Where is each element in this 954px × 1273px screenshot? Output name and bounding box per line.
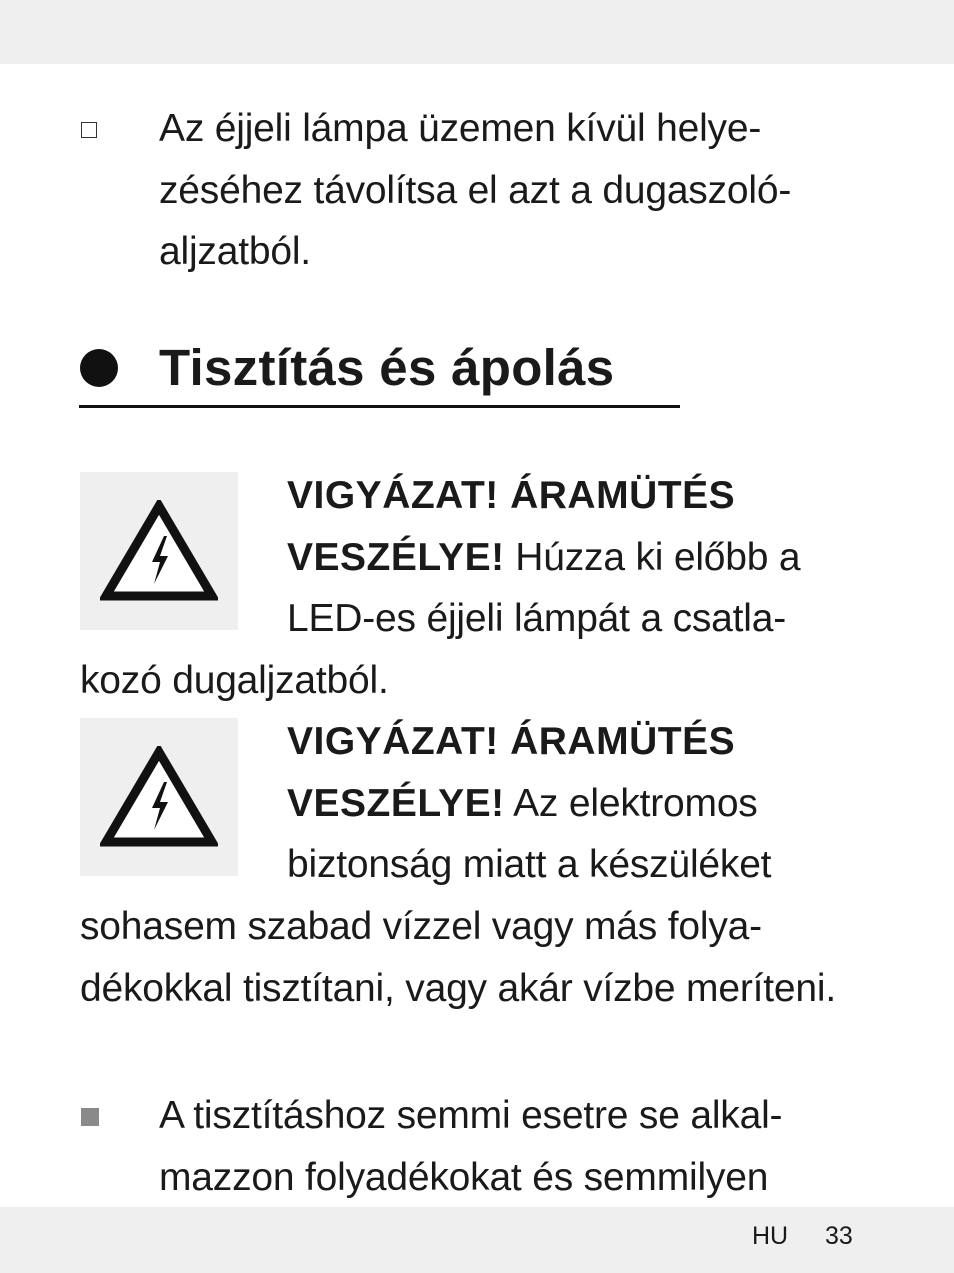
list-item-line: Az éjjeli lámpa üzemen kívül helye- [159, 107, 762, 150]
warning-heading: VESZÉLYE! [287, 781, 505, 825]
warning-body-continued [80, 896, 940, 1019]
warning-text-block [287, 465, 927, 650]
warning-body: kozó dugaljzatból. [80, 659, 389, 702]
list-item-line: mazzon folyadékokat és semmilyen [159, 1155, 769, 1199]
list-item-unplug [159, 98, 919, 283]
electric-shock-warning-icon [80, 472, 238, 630]
warning-heading: VIGYÁZAT! ÁRAMÜTÉS [287, 720, 736, 763]
warning-body: sohasem szabad vízzel vagy más folya- [80, 905, 762, 948]
list-item-cleaning [159, 1085, 919, 1208]
page-footer-band [0, 1207, 954, 1273]
warning-body: dékokkal tisztítani, vagy akár vízbe meríteni. [80, 966, 836, 1010]
warning-body: Az elektromos [504, 781, 758, 825]
footer-language: HU [752, 1222, 789, 1250]
filled-square-bullet-icon [81, 1108, 99, 1126]
electric-shock-warning-icon [80, 718, 238, 876]
footer-page-number: 33 [825, 1222, 853, 1250]
warning-heading: VESZÉLYE! [287, 535, 505, 579]
page-header-band [0, 0, 954, 64]
warning-body: Húzza ki előbb a [504, 535, 801, 579]
list-item-line: A tisztításhoz semmi esetre se alkal- [159, 1094, 783, 1137]
section-title-underline [79, 405, 680, 408]
warning-heading: VIGYÁZAT! ÁRAMÜTÉS [287, 474, 736, 517]
open-square-bullet-icon [81, 122, 97, 138]
list-item-line: zéséhez távolítsa el azt a dugaszoló- [159, 168, 792, 212]
warning-body: LED-es éjjeli lámpát a csatla- [287, 597, 787, 640]
filled-circle-bullet-icon [80, 349, 118, 387]
section-title: Tisztítás és ápolás [159, 339, 615, 396]
warning-body: biztonság miatt a készüléket [287, 843, 772, 886]
list-item-line: aljzatból. [159, 230, 311, 273]
warning-text-block [287, 711, 927, 896]
